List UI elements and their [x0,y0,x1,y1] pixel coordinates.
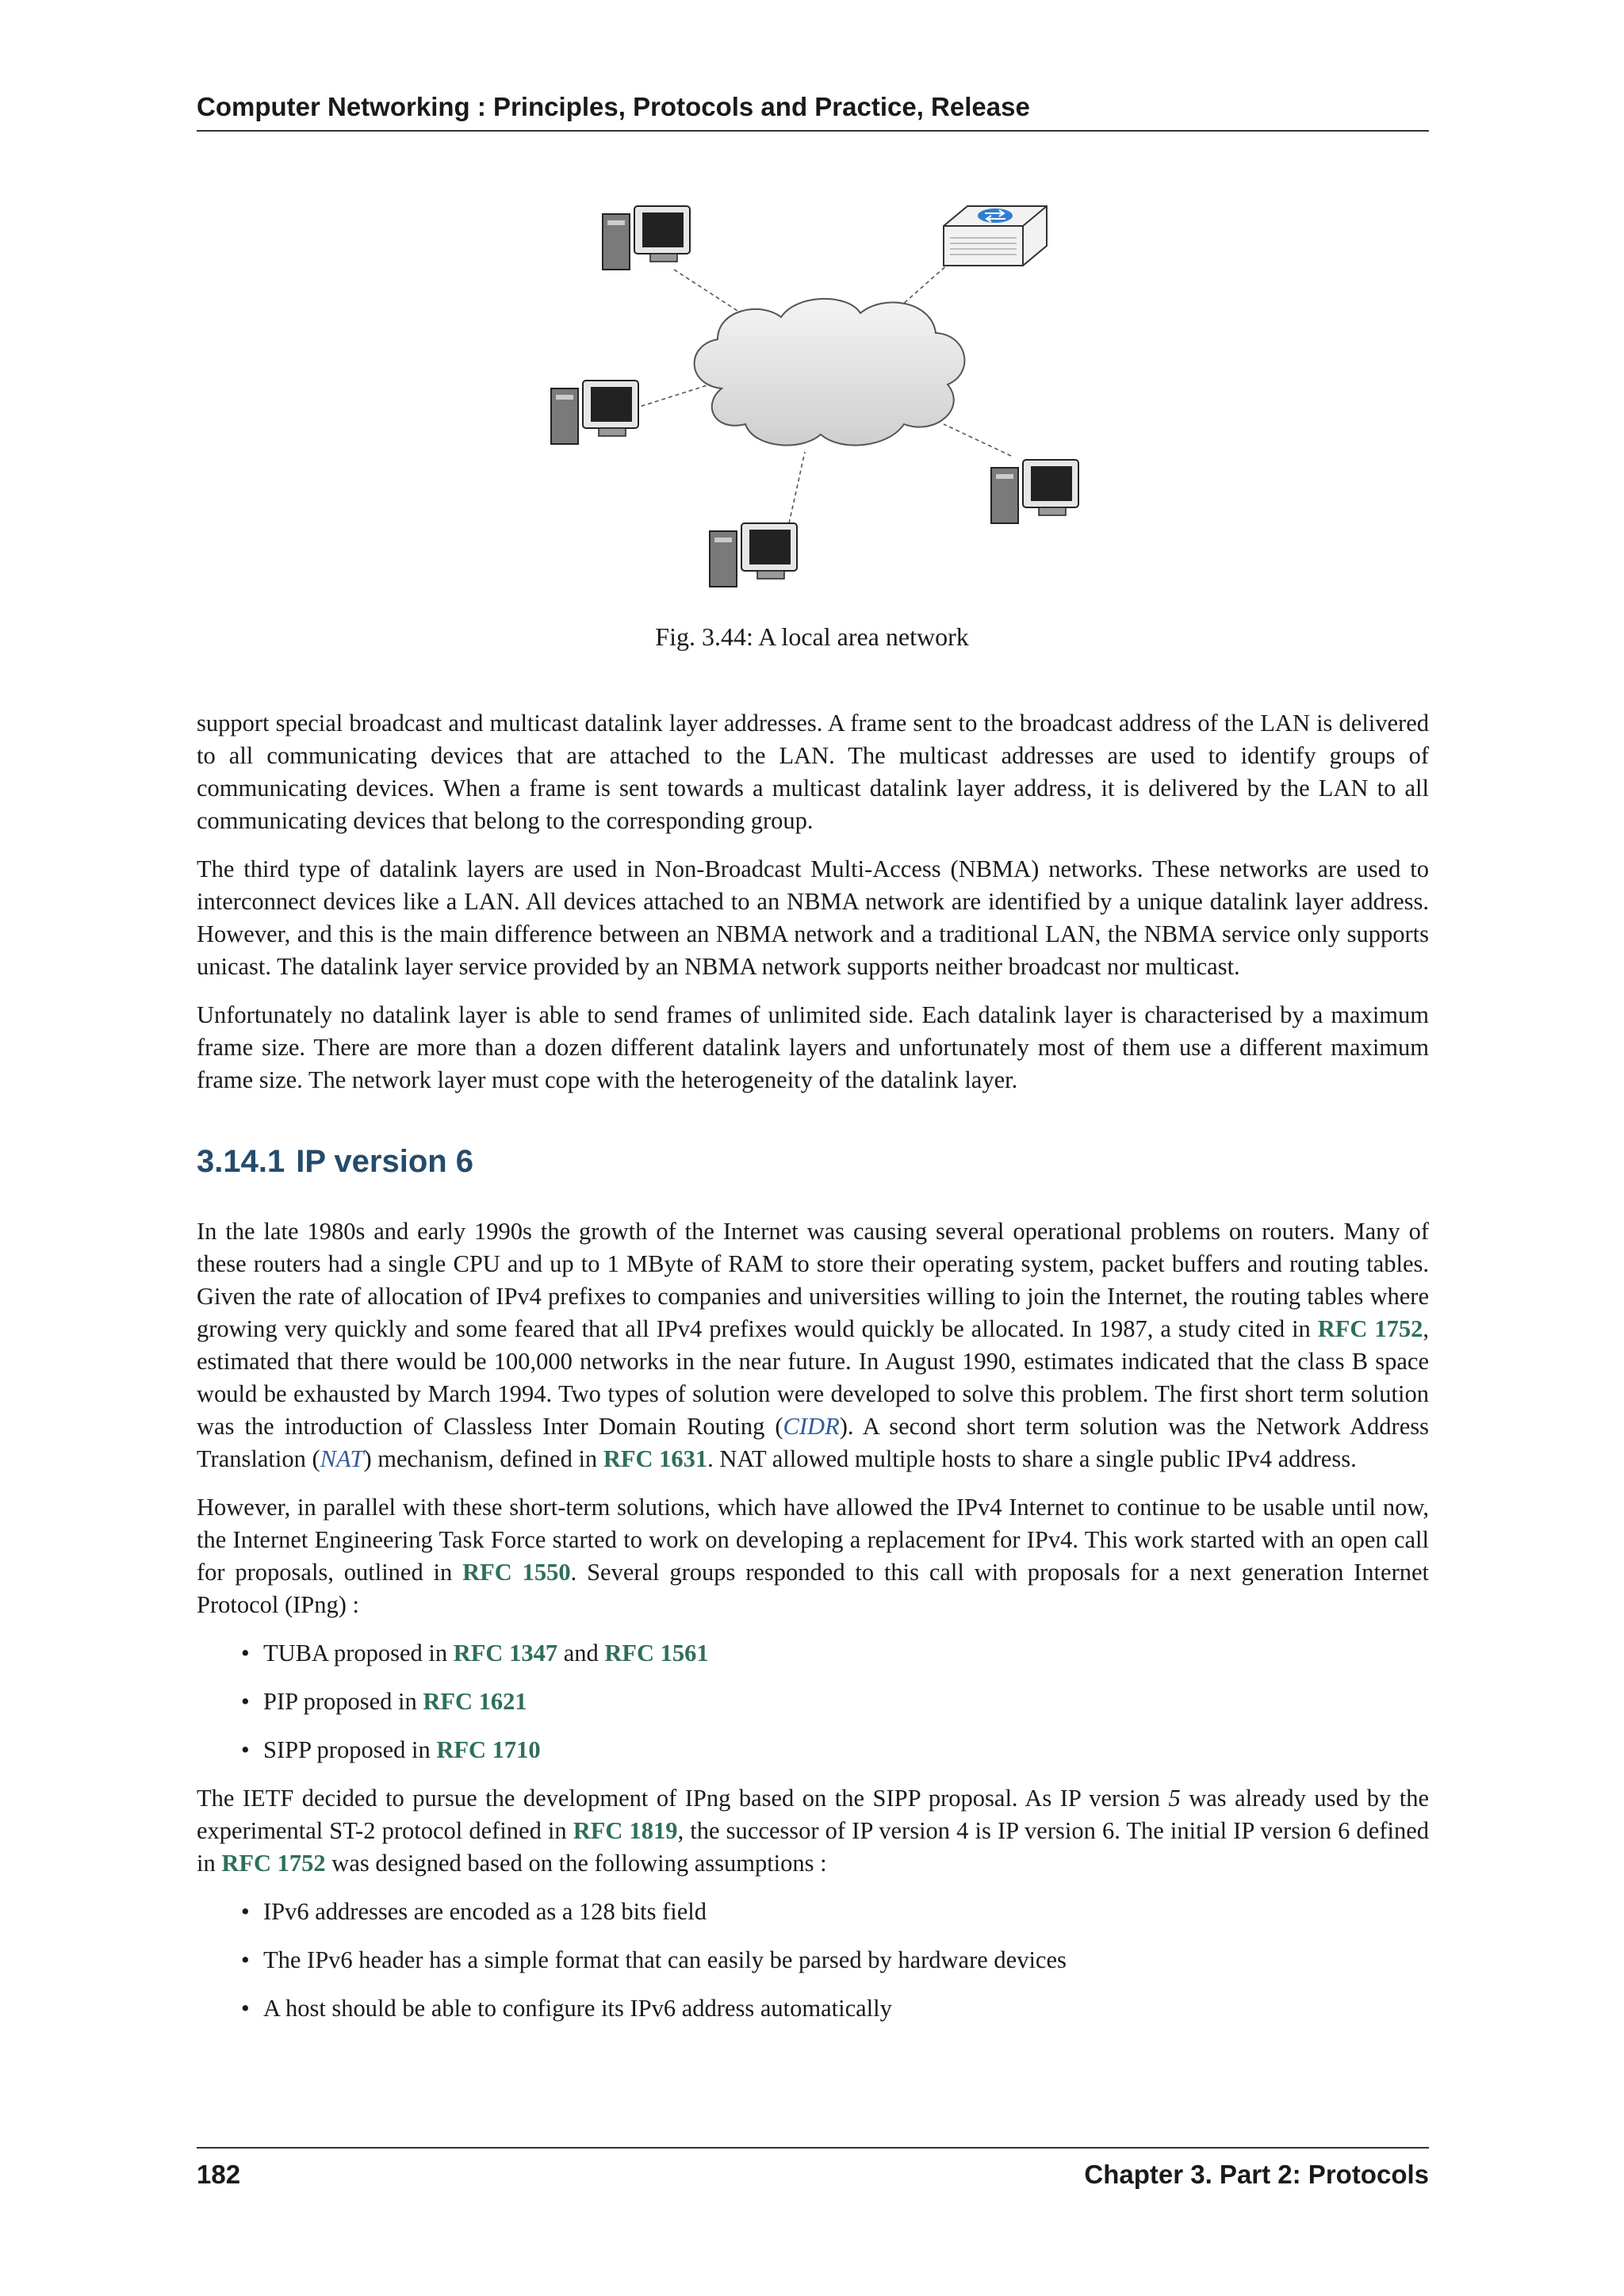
cidr-link[interactable]: CIDR [783,1413,840,1440]
computer-icon [603,206,690,270]
computer-icon [551,381,638,444]
page-number: 182 [197,2160,241,2189]
rfc-link[interactable]: RFC 1347 [453,1640,558,1667]
rfc-link[interactable]: RFC 1631 [603,1445,708,1472]
computer-icon [710,523,797,587]
paragraph: The IETF decided to pursue the development of IPng based on the SIPP proposal. As IP version 5 was already used by the experimental ST-2 protocol defined in RFC 1819, the successor of IP version 4 is IP version 6. The initial IP version 6 defined in RFC 1752 was designed based on the following assumptions : [197,1785,1429,1877]
running-header [197,89,1429,132]
figure-caption: Fig. 3.44: A local area network [655,622,969,651]
header-title: Computer Networking : Principles, Protocols and Practice, Release [197,92,1030,121]
lan-figure [523,182,1110,595]
section-number: 3.14.1 [197,1144,285,1179]
section-heading [197,1142,1429,1181]
rfc-link[interactable]: RFC 1550 [462,1559,571,1586]
chapter-title: Chapter 3. Part 2: Protocols [1084,2160,1429,2189]
rfc-link[interactable]: RFC 1621 [423,1688,527,1715]
computer-icon [991,460,1078,523]
list-item: • PIP proposed in RFC 1621 [263,1686,1429,1718]
paragraph: Unfortunately no datalink layer is able to send frames of unlimited side. Each datalink layer is characterised by a maximum frame size. There are more than a dozen different datalink layers and unfortunately most of them use a different maximum frame size. The network layer must cope with the heterogeneity of the datalink layer. [197,1001,1429,1093]
list-item: • SIPP proposed in RFC 1710 [263,1734,1429,1766]
paragraph: support special broadcast and multicast datalink layer addresses. A frame sent to the broadcast address of the LAN is delivered to all communicating devices that are attached to the LAN. The multicast addresses are used to identify groups of communicating devices. When a frame is sent towards a multicast datalink layer address, it is delivered by the LAN to all communicating devices that belong to the corresponding group. [197,710,1429,834]
paragraph: The third type of datalink layers are used in Non-Broadcast Multi-Access (NBMA) networks. These networks are used to interconnect devices like a LAN. All devices attached to an NBMA network are identified by a unique datalink layer address. However, and this is the main difference between an NBMA network and a traditional LAN, the NBMA service only supports unicast. The datalink layer service provided by an NBMA network supports neither broadcast nor multicast. [197,855,1429,980]
nat-link[interactable]: NAT [320,1445,364,1472]
rfc-link[interactable]: RFC 1752 [1317,1315,1423,1342]
rfc-link[interactable]: RFC 1752 [221,1850,326,1877]
list-item: • A host should be able to configure its IPv6 address automatically [263,1992,1429,2025]
list-item: • The IPv6 header has a simple format that can easily be parsed by hardware devices [263,1944,1429,1976]
rfc-link[interactable]: RFC 1561 [604,1640,709,1667]
router-icon [944,206,1047,266]
assumption-list [197,1896,1429,2025]
paragraph: In the late 1980s and early 1990s the growth of the Internet was causing several operational problems on routers. Many of these routers had a single CPU and up to 1 MByte of RAM to store their operating system, packet buffers and routing tables. Given the rate of allocation of IPv4 prefixes to companies and universities willing to join the Internet, the routing tables where growing very quickly and some feared that all IPv4 prefixes would quickly be allocated. In 1987, a study cited in RFC 1752, estimated that there would be 100,000 networks in the near future. In August 1990, estimates indicated that the class B space would be exhausted by March 1994. Two types of solution were developed to solve this problem. The first short term solution was the introduction of Classless Inter Domain Routing (CIDR). A second short term solution was the Network Address Translation (NAT) mechanism, defined in RFC 1631. NAT allowed multiple hosts to share a single public IPv4 address. [197,1218,1429,1472]
list-item: • TUBA proposed in RFC 1347 and RFC 1561 [263,1637,1429,1670]
page-body [197,707,1429,2041]
paragraph: However, in parallel with these short-term solutions, which have allowed the IPv4 Internet to continue to be usable until now, the Internet Engineering Task Force started to work on developing a replacement for IPv4. This work started with an open call for proposals, outlined in RFC 1550. Several groups responded to this call with proposals for a next generation Internet Protocol (IPng) : [197,1494,1429,1618]
list-item: • IPv6 addresses are encoded as a 128 bits field [263,1896,1429,1928]
proposal-list [197,1637,1429,1766]
rfc-link[interactable]: RFC 1710 [436,1736,541,1763]
rfc-link[interactable]: RFC 1819 [573,1817,678,1844]
network-cloud [695,299,965,446]
running-footer [197,2147,1429,2196]
section-title: IP version 6 [296,1144,474,1179]
